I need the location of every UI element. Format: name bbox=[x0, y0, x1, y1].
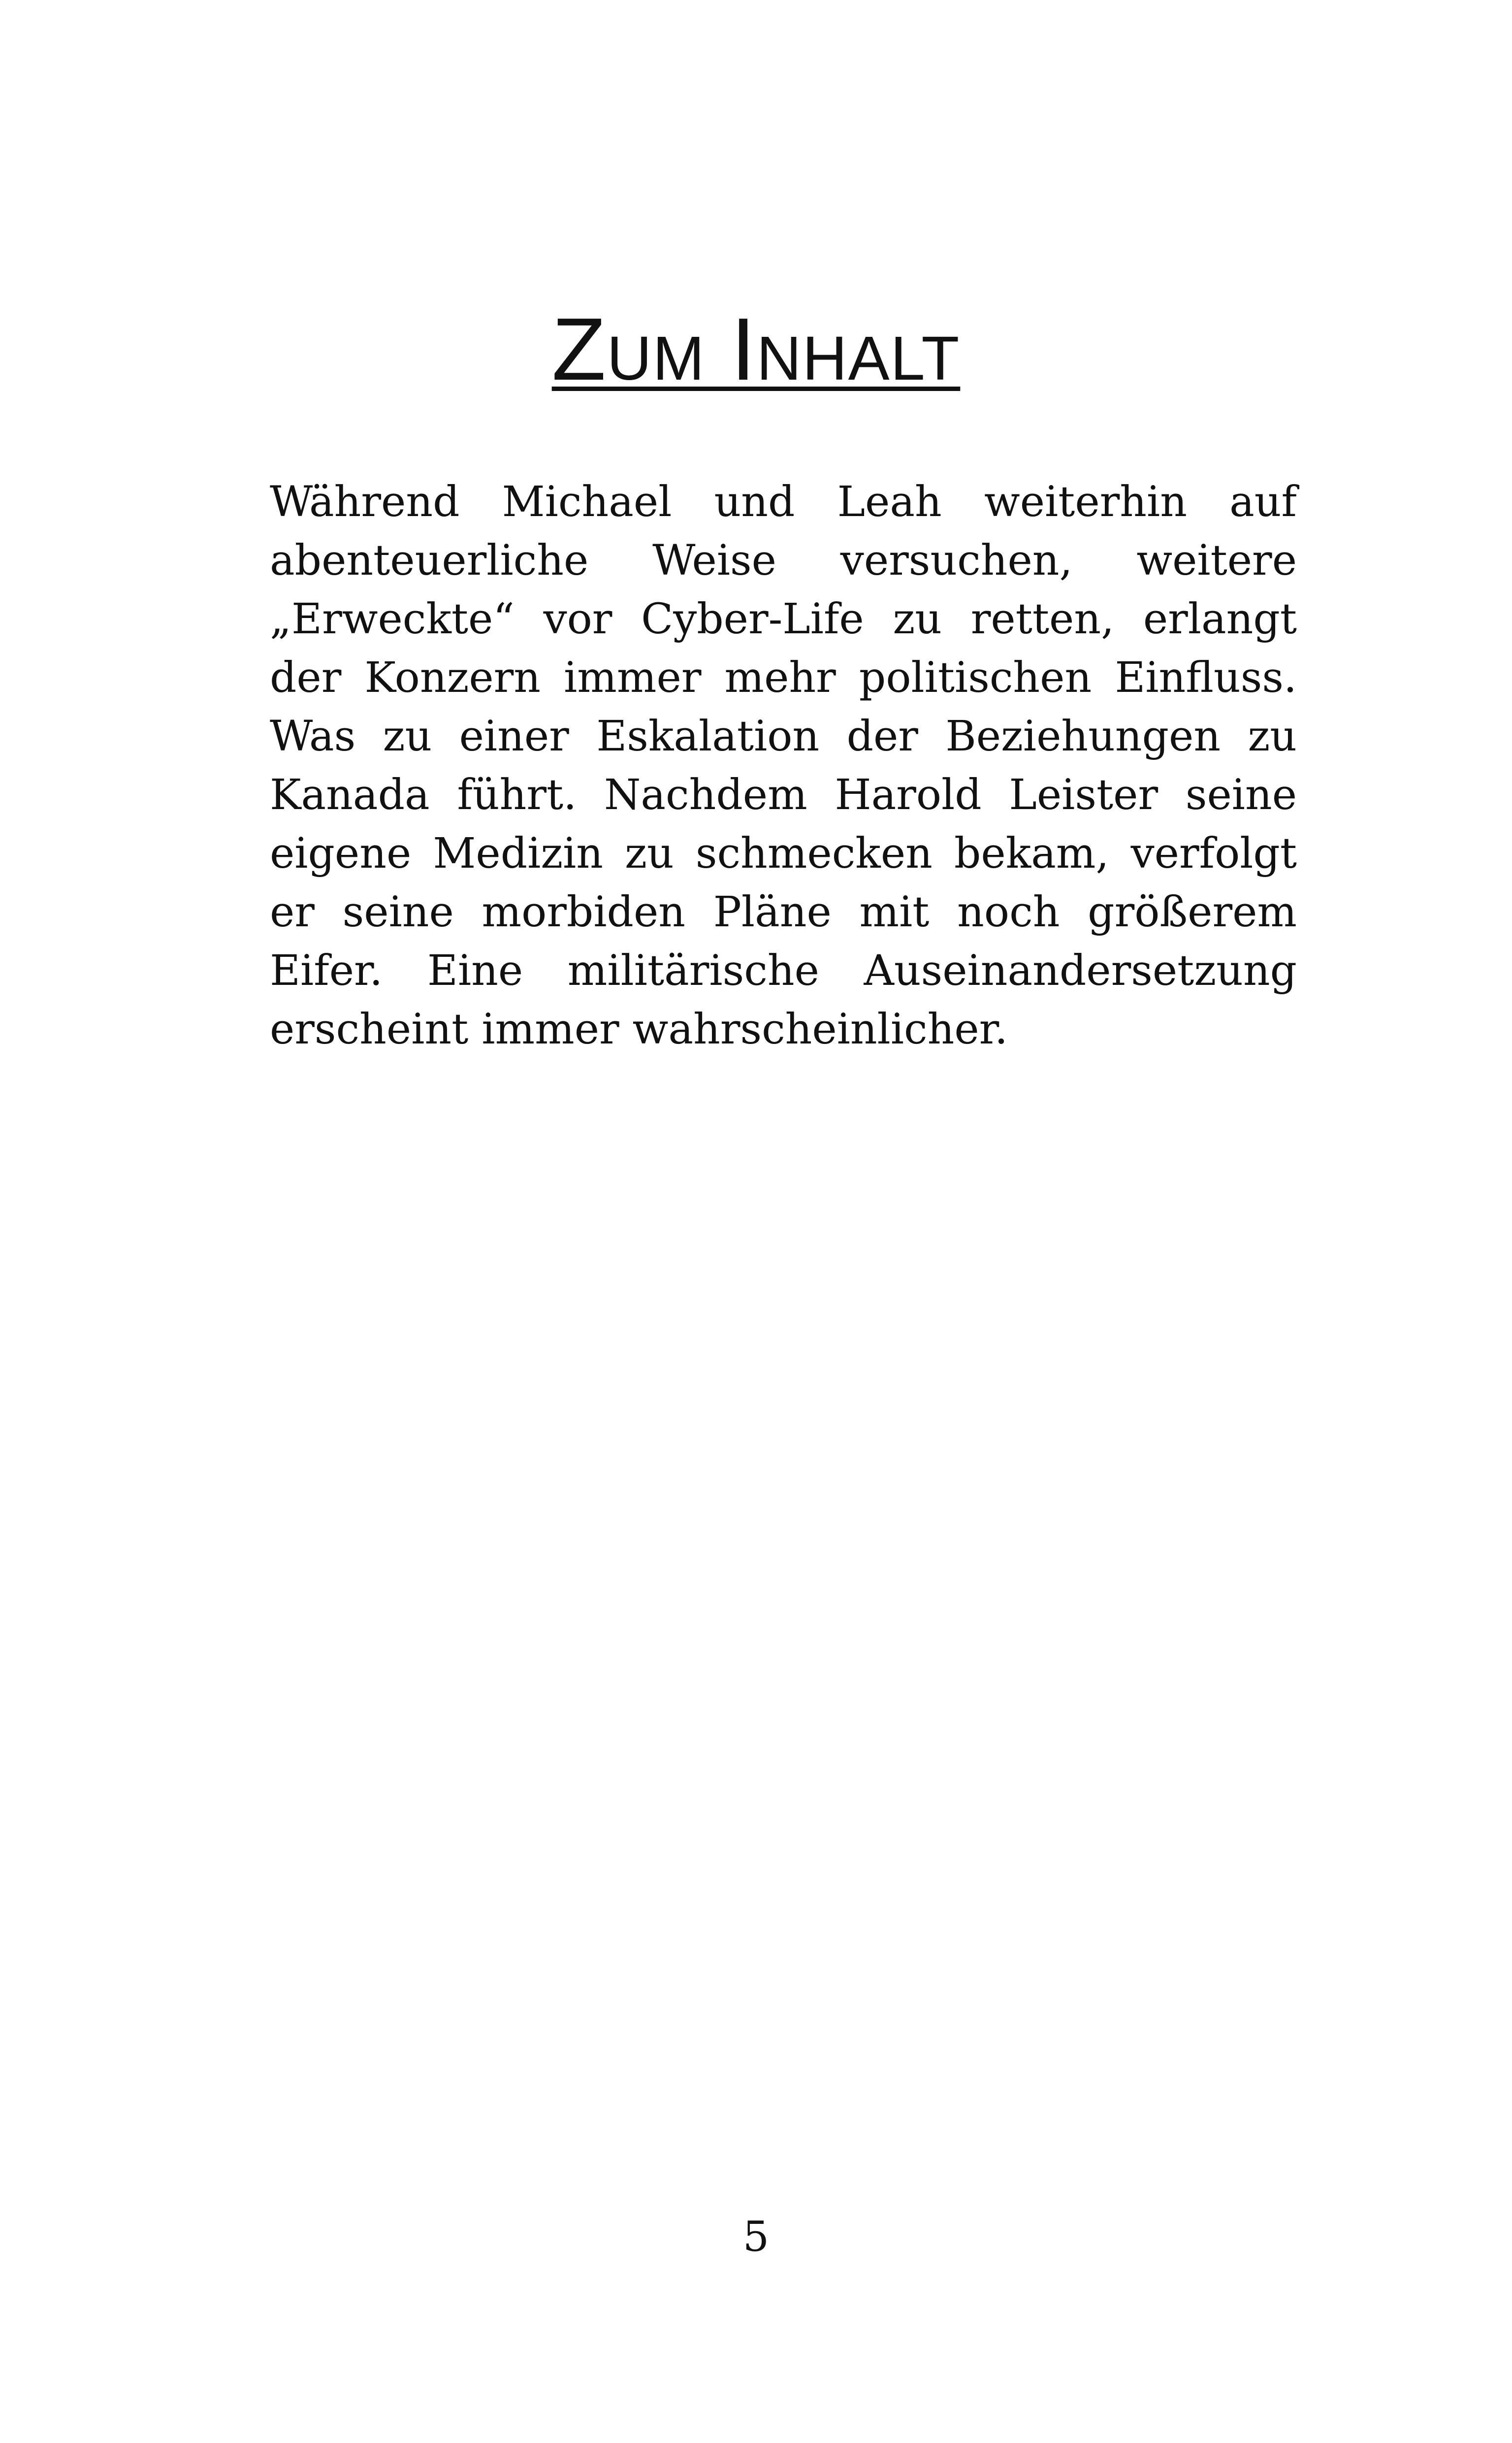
chapter-title bbox=[0, 300, 1512, 399]
summary-paragraph: Während Michael und Leah weiterhin auf abenteuerliche Weise versuchen, weitere „Erweckte“ vor Cyber-Life zu retten, erlangt der Konzern immer mehr politischen Einfluss. Was zu einer Eskalation der Beziehungen zu Kanada führt. Nachdem Harold Leister seine eigene Medizin zu schmecken bekam, verfolgt er seine morbiden Pläne mit noch größerem Eifer. Eine militärische Auseinandersetzung erscheint immer wahrscheinlicher. bbox=[270, 478, 1297, 1054]
chapter-title-text: Zum Inhalt bbox=[551, 300, 961, 399]
page-number: 5 bbox=[742, 2213, 770, 2261]
